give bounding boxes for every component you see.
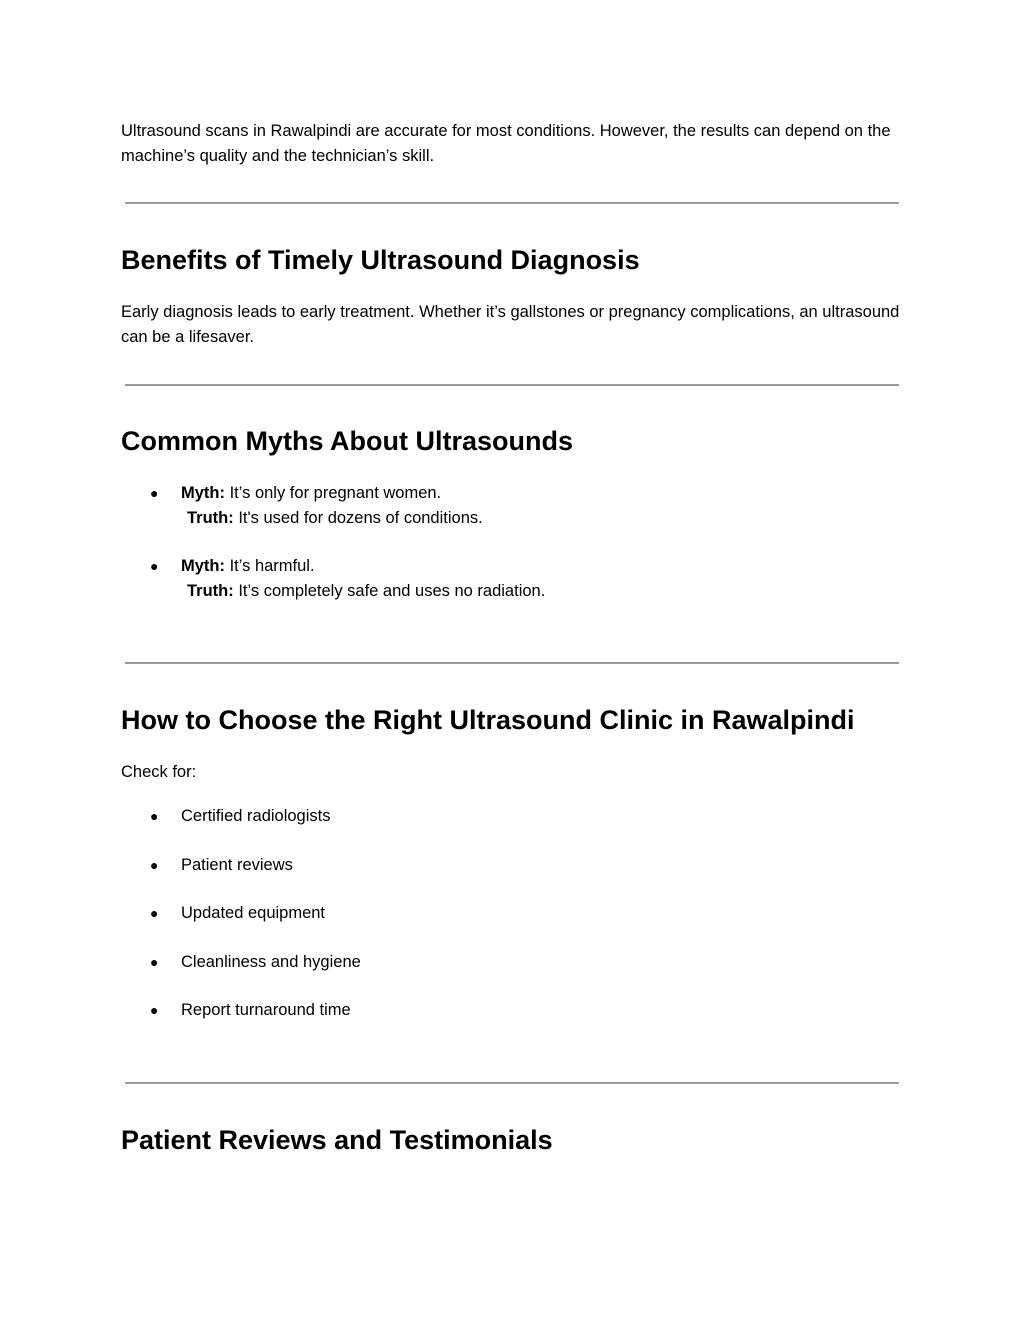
myths-heading: Common Myths About Ultrasounds [121, 426, 573, 456]
truth-text: It’s completely safe and uses no radiation. [233, 582, 546, 600]
myth-statement [181, 481, 441, 506]
reviews-heading: Patient Reviews and Testimonials [121, 1125, 553, 1155]
benefits-heading: Benefits of Timely Ultrasound Diagnosis [121, 245, 640, 275]
myth-label: Myth: [181, 484, 225, 502]
truth-label: Truth: [187, 582, 234, 600]
myth-statement [181, 554, 315, 579]
list-item: Cleanliness and hygiene [181, 953, 361, 971]
list-item: Report turnaround time [181, 1001, 351, 1019]
myth-text: It’s only for pregnant women. [225, 484, 442, 502]
list-item: Certified radiologists [181, 807, 331, 825]
truth-statement [187, 506, 483, 531]
list-item: Updated equipment [181, 904, 326, 922]
truth-label: Truth: [187, 509, 234, 527]
list-item: Patient reviews [181, 856, 293, 874]
truth-text: It's used for dozens of conditions. [233, 509, 483, 527]
choose-clinic-heading: How to Choose the Right Ultrasound Clinic in Rawalpindi [121, 705, 855, 735]
check-for-label: Check for: [121, 763, 197, 781]
bullet-icon: ● [150, 954, 159, 970]
section-divider [125, 1082, 899, 1084]
myth-text: It’s harmful. [225, 557, 315, 575]
bullet-icon: ● [150, 1002, 159, 1018]
section-divider [125, 202, 899, 204]
bullet-icon: ● [150, 808, 159, 824]
myth-label: Myth: [181, 557, 225, 575]
truth-statement [187, 579, 545, 604]
benefits-paragraph: Early diagnosis leads to early treatment. Whether it’s gallstones or pregnancy complications, an ultrasound can be a lifesaver. [121, 303, 900, 346]
bullet-icon: ● [150, 558, 159, 574]
intro-paragraph: Ultrasound scans in Rawalpindi are accurate for most conditions. However, the results can depend on the machine’s quality and the technician’s skill. [121, 122, 891, 165]
bullet-icon: ● [150, 905, 159, 921]
bullet-icon: ● [150, 485, 159, 501]
section-divider [125, 384, 899, 386]
bullet-icon: ● [150, 857, 159, 873]
section-divider [125, 662, 899, 664]
